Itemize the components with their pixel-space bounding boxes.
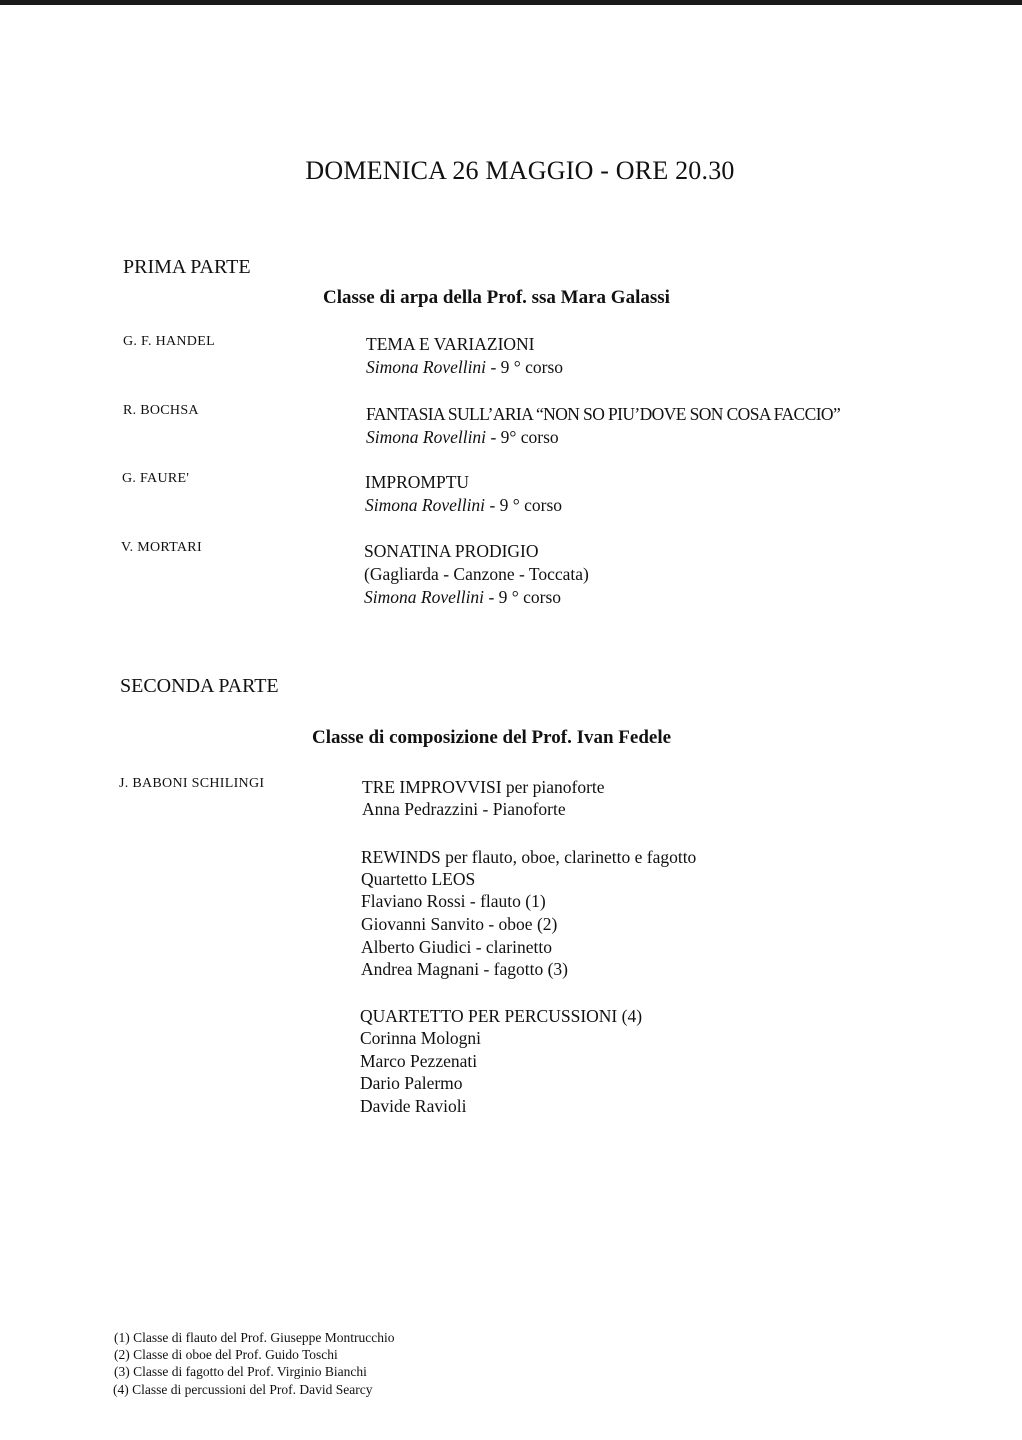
work-line: Anna Pedrazzini - Pianoforte bbox=[362, 799, 566, 819]
work-line: REWINDS per flauto, oboe, clarinetto e fagotto bbox=[361, 847, 697, 867]
class-heading-composizione: Classe di composizione del Prof. Ivan Fedele bbox=[312, 727, 672, 748]
performer-line-mortari bbox=[364, 586, 561, 609]
performer-name: Simona Rovellini bbox=[366, 357, 487, 377]
page-title: DOMENICA 26 MAGGIO - ORE 20.30 bbox=[305, 156, 735, 185]
work-line: Marco Pezzenati bbox=[360, 1051, 478, 1071]
work-title-mortari: SONATINA PRODIGIO bbox=[364, 541, 539, 561]
work-line: QUARTETTO PER PERCUSSIONI (4) bbox=[360, 1006, 643, 1026]
work-line: Corinna Mologni bbox=[360, 1028, 482, 1048]
work-line: Andrea Magnani - fagotto (3) bbox=[361, 959, 569, 979]
work-line: Quartetto LEOS bbox=[361, 869, 476, 889]
work-line: Dario Palermo bbox=[360, 1073, 463, 1093]
composer-baboni-schilingi: J. BABONI SCHILINGI bbox=[119, 776, 265, 791]
composer-mortari: V. MORTARI bbox=[121, 540, 202, 555]
footnote-4: (4) Classe di percussioni del Prof. David Searcy bbox=[113, 1382, 373, 1397]
work-line: Flaviano Rossi - flauto (1) bbox=[361, 891, 546, 911]
work-title-bochsa: FANTASIA SULL’ARIA “NON SO PIU’DOVE SON COSA FACCIO” bbox=[366, 404, 841, 424]
performer-line-faure bbox=[365, 494, 562, 517]
performer-course: - 9° corso bbox=[486, 427, 559, 447]
footnote-2: (2) Classe di oboe del Prof. Guido Toschi bbox=[114, 1347, 338, 1362]
work-title-handel: TEMA E VARIAZIONI bbox=[366, 334, 535, 354]
performer-course: - 9 ° corso bbox=[484, 587, 562, 607]
footnote-3: (3) Classe di fagotto del Prof. Virginio Bianchi bbox=[114, 1364, 367, 1379]
work-line: TRE IMPROVVISI per pianoforte bbox=[362, 777, 605, 797]
composer-faure: G. FAURE' bbox=[122, 471, 190, 486]
footnote-1: (1) Classe di flauto del Prof. Giuseppe Montrucchio bbox=[114, 1330, 395, 1345]
work-line: Giovanni Sanvito - oboe (2) bbox=[361, 914, 558, 934]
composer-bochsa: R. BOCHSA bbox=[123, 403, 199, 418]
work-subtitle-mortari: (Gagliarda - Canzone - Toccata) bbox=[364, 564, 589, 584]
section-label-seconda-parte: SECONDA PARTE bbox=[120, 675, 279, 697]
class-heading-arpa: Classe di arpa della Prof. ssa Mara Galassi bbox=[323, 287, 670, 308]
composer-handel: G. F. HANDEL bbox=[123, 334, 215, 349]
work-title-faure: IMPROMPTU bbox=[365, 472, 470, 492]
performer-course: - 9 ° corso bbox=[486, 357, 564, 377]
performer-name: Simona Rovellini bbox=[365, 495, 486, 515]
performer-line-handel bbox=[366, 356, 563, 379]
work-line: Davide Ravioli bbox=[360, 1096, 467, 1116]
performer-course: - 9 ° corso bbox=[485, 495, 563, 515]
work-line: Alberto Giudici - clarinetto bbox=[361, 937, 552, 957]
performer-name: Simona Rovellini bbox=[364, 587, 485, 607]
performer-name: Simona Rovellini bbox=[366, 427, 487, 447]
performer-line-bochsa bbox=[366, 426, 559, 449]
scan-top-edge bbox=[0, 0, 1022, 5]
section-label-prima-parte: PRIMA PARTE bbox=[123, 256, 251, 278]
